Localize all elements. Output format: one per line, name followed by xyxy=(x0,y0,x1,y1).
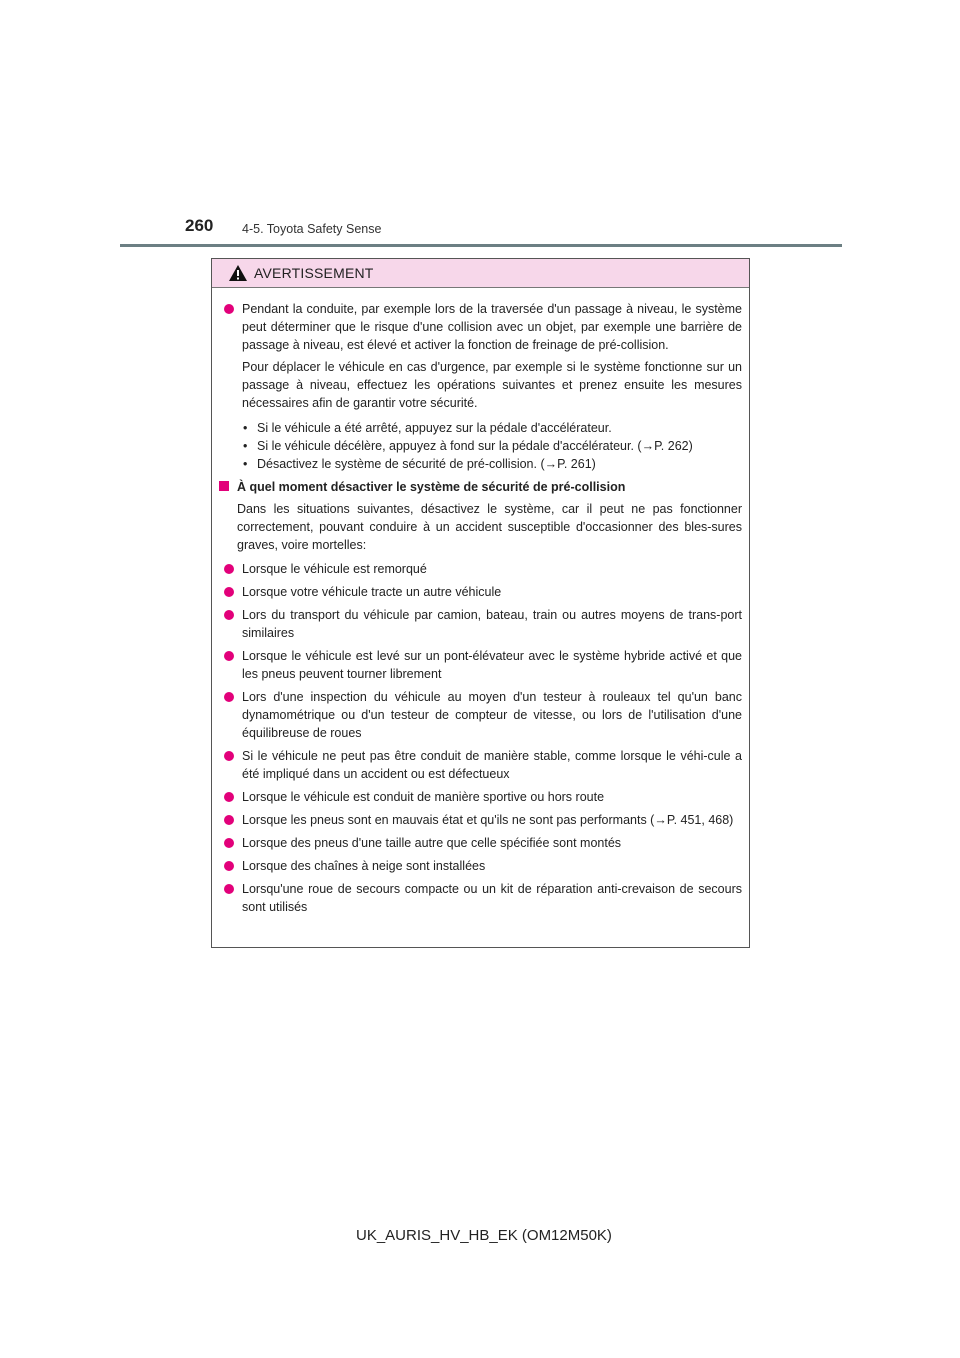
warning-box xyxy=(211,258,750,948)
page-number: 260 xyxy=(185,216,214,235)
circle-bullet-icon xyxy=(224,861,234,871)
section-title: 4-5. Toyota Safety Sense xyxy=(242,222,382,236)
emergency-step: • Désactivez le système de sécurité de pré-collision. (→P. 261) xyxy=(243,457,596,471)
circle-bullet-icon xyxy=(224,304,234,314)
condition-item: Lorsqu'une roue de secours compacte ou un kit de réparation anti-crevaison de secours sont utilisés xyxy=(219,880,742,916)
condition-item: Lorsque votre véhicule tracte un autre véhicule xyxy=(219,583,742,601)
circle-bullet-icon xyxy=(224,587,234,597)
warning-body xyxy=(212,288,749,916)
section-heading: À quel moment désactiver le système de sécurité de pré-collision xyxy=(237,480,626,494)
section-block xyxy=(219,478,742,554)
condition-item: Lorsque le véhicule est levé sur un pont-élévateur avec le système hybride activé et que les pneus peuvent tourner librement xyxy=(219,647,742,683)
condition-item: Lors d'une inspection du véhicule au moyen d'un testeur à rouleaux tel qu'un banc dynamométrique ou d'un testeur de compteur de vitesse, ou lors de l'utilisation d'une équilibreuse de roues xyxy=(219,688,742,742)
warning-title: AVERTISSEMENT xyxy=(254,265,374,281)
intro-paragraph-2: Pour déplacer le véhicule en cas d'urgence, par exemple si le système fonctionne sur un passage à niveau, effectuez les opérations suivantes et prenez ensuite les mesures nécessaires afin de garantir votre sécurité. xyxy=(242,360,742,410)
document-code: UK_AURIS_HV_HB_EK (OM12M50K) xyxy=(356,1227,612,1244)
circle-bullet-icon xyxy=(224,792,234,802)
warning-intro-item xyxy=(219,300,742,473)
intro-paragraph-1: Pendant la conduite, par exemple lors de la traversée d'un passage à niveau, le système peut déterminer que le risque d'une collision avec un objet, par exemple une barrière de passage à niveau, est élevé et activer la fonction de freinage de pré-collision. xyxy=(242,302,742,352)
condition-item: Lors du transport du véhicule par camion, bateau, train ou autres moyens de trans-port similaires xyxy=(219,606,742,642)
condition-item: Lorsque des pneus d'une taille autre que celle spécifiée sont montés xyxy=(219,834,742,852)
section-text: Dans les situations suivantes, désactivez le système, car il peut ne pas fonctionner correctement, pouvant conduire à un accident susceptible d'occasionner des bles-sures graves, voire mortelles: xyxy=(237,502,742,552)
condition-item: Lorsque le véhicule est conduit de manière sportive ou hors route xyxy=(219,788,742,806)
warning-triangle-icon xyxy=(228,264,248,282)
warning-header xyxy=(212,259,749,288)
condition-item: Lorsque les pneus sont en mauvais état et qu'ils ne sont pas performants (→P. 451, 468) xyxy=(219,811,742,829)
square-bullet-icon xyxy=(219,481,229,491)
circle-bullet-icon xyxy=(224,610,234,620)
circle-bullet-icon xyxy=(224,884,234,894)
circle-bullet-icon xyxy=(224,838,234,848)
circle-bullet-icon xyxy=(224,692,234,702)
header-rule xyxy=(120,244,842,247)
circle-bullet-icon xyxy=(224,815,234,825)
condition-item: Si le véhicule ne peut pas être conduit de manière stable, comme lorsque le véhi-cule a été impliqué dans un accident ou est défectueux xyxy=(219,747,742,783)
condition-item: Lorsque des chaînes à neige sont installées xyxy=(219,857,742,875)
circle-bullet-icon xyxy=(224,564,234,574)
circle-bullet-icon xyxy=(224,751,234,761)
emergency-steps-list xyxy=(242,419,742,473)
condition-item: Lorsque le véhicule est remorqué xyxy=(219,560,742,578)
circle-bullet-icon xyxy=(224,651,234,661)
emergency-step: • Si le véhicule a été arrêté, appuyez sur la pédale d'accélérateur. xyxy=(243,421,612,435)
emergency-step: • Si le véhicule décélère, appuyez à fond sur la pédale d'accélérateur. (→P. 262) xyxy=(243,439,693,453)
